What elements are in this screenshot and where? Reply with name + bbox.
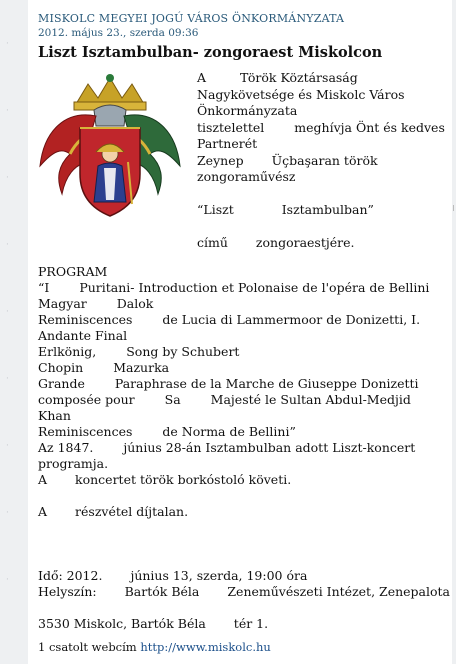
event-address: 3530 Miskolc, Bartók Béla tér 1. (38, 616, 269, 631)
attachment-label: 1 csatolt webcím (38, 640, 137, 654)
intro-line: Zeynep Üçbaşaran török (197, 152, 378, 168)
intro-line: című zongoraestjére. (197, 235, 355, 250)
intro-line: A Török Köztársaság (197, 70, 358, 85)
program-line: Az 1847. június 28-án Isztambulban adott Liszt-koncert (38, 440, 416, 455)
program-line: Grande Paraphrase de la Marche de Giuseppe Donizetti (38, 376, 419, 391)
program-line (38, 536, 448, 552)
attachment-footer (38, 640, 271, 654)
program-line: Erlkönig, Song by Schubert (38, 344, 240, 359)
intro-line: Partnerét (197, 136, 258, 151)
post-date: 2012. május 23., szerda 09:36 (38, 27, 199, 39)
intro-line: tisztelettel meghívja Önt és kedves (197, 119, 445, 135)
program-line: Magyar Dalok (38, 296, 154, 311)
intro-line: zongoraművész (197, 169, 296, 184)
program-line (38, 520, 448, 536)
program-line: A koncertet török borkóstoló követi. (38, 472, 292, 487)
intro-line (197, 219, 447, 236)
left-margin-marks: · · · · · · · · · (6, 39, 9, 585)
intro-line: “Liszt Isztambulban” (197, 202, 374, 217)
program-text (38, 264, 451, 632)
program-line: Reminiscences de Norma de Bellini” (38, 424, 296, 439)
coat-of-arms-image (36, 70, 184, 220)
intro-line: Nagykövetsége és Miskolc Város (197, 86, 405, 102)
invitation-text (197, 70, 447, 252)
program-line: Andante Final (38, 328, 128, 343)
program-line (38, 552, 448, 568)
intro-line: Önkormányzata (197, 103, 298, 118)
program-line: Chopin Mazurka (38, 360, 170, 375)
program-line: PROGRAM (38, 264, 108, 279)
post-title: Liszt Isztambulban- zongoraest Miskolcon (38, 44, 383, 61)
intro-line (197, 186, 447, 203)
program-line: Khan (38, 408, 71, 423)
scroll-tick (453, 205, 454, 211)
program-line: Reminiscences de Lucia di Lammermoor de Donizetti, I. (38, 312, 421, 327)
website-link[interactable]: http://www.miskolc.hu (140, 640, 271, 654)
event-venue: Helyszín: Bartók Béla Zeneművészeti Intézet, Zenepalota (38, 584, 451, 599)
program-line (38, 600, 448, 616)
program-line: composée pour Sa Majesté le Sultan Abdul-Medjid (38, 392, 411, 407)
program-line: programja. (38, 456, 109, 471)
program-line: A részvétel díjtalan. (38, 504, 189, 519)
organization-name: MISKOLC MEGYEI JOGÚ VÁROS ÖNKORMÁNYZATA (38, 12, 345, 25)
program-line (38, 488, 448, 504)
event-time: Idő: 2012. június 13, szerda, 19:00 óra (38, 568, 308, 583)
program-line: “I Puritani- Introduction et Polonaise de l'opéra de Bellini (38, 280, 430, 295)
